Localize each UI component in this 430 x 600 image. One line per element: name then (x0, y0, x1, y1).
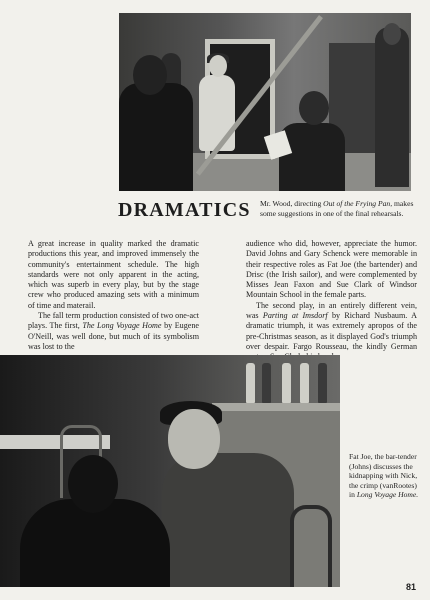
bottle (318, 363, 327, 403)
article-column-left (28, 239, 199, 352)
paragraph-run: by Eugene O'Neill, was well done, but much of its symbolism was lost to the (28, 321, 199, 351)
article-column-right (246, 239, 417, 363)
caption-run: Fat Joe, the bar-tender (Johns) discusses the kidnapping with Nick, the crimp (vanRootes) in (349, 452, 418, 500)
top-photo-caption (260, 199, 416, 218)
caption-run: Mr. Wood, directing (260, 199, 324, 208)
bottle (246, 363, 255, 403)
bottle (300, 363, 309, 403)
page-number: 81 (406, 582, 417, 592)
bar-shelf (212, 403, 340, 411)
director-figure (119, 83, 193, 191)
paragraph-run: Parting at Imsdorf (262, 311, 328, 321)
actor-fat-joe-head (168, 409, 220, 469)
paragraph-run: A great increase in quality marked the dramatic productions this year, and improved immensely the community's entertainment schedule. The high standards were not only apparent in the acting, which was superb in every play, but by the stage crew who produced amazing sets with a minimum of time and materail. (28, 239, 199, 310)
crew-member-head (383, 23, 401, 45)
page-title: DRAMATICS (118, 199, 251, 221)
paragraph-run: The fall term production consisted of two one-act plays. The first, (28, 311, 199, 331)
caption-run: makes some suggestions in one of the final rehearsals. (260, 199, 414, 218)
paragraph-run: by Richard Nusbaum. A dramatic triumph, it was extremely apropos of the pre-Christmas season, as it displayed God's triumph over despair. Fargo Rousseau, the kindly German (246, 311, 417, 351)
bottom-photo-caption (349, 452, 421, 500)
actress-center-head (209, 55, 227, 77)
actress-center (199, 75, 235, 151)
crew-member (375, 27, 409, 187)
article-paragraph (28, 239, 199, 311)
student-head (299, 91, 329, 125)
article-paragraph (246, 239, 417, 301)
paragraph-run: The second play, in an entirely different vein, was (246, 300, 417, 321)
article-paragraph (28, 311, 199, 352)
student-with-script (279, 123, 345, 191)
paragraph-run: The Long Voyage Home (82, 321, 162, 331)
caption-run: Long Voyage Home. (356, 490, 419, 500)
director-head (133, 55, 167, 95)
actor-nick-head (68, 455, 118, 513)
paragraph-run: audience who did, however, appreciate the humor. David Johns and Gary Schenck were memorable in their respective roles as Fat Joe (the bartender) and Drisc (the Irish sailor), and were complemented by Misses Jean Faxon and Sue Clark of Windsor Mountain School in the female parts. (246, 239, 417, 300)
article-paragraph (246, 301, 417, 363)
bottle (262, 363, 271, 403)
caption-run: Out of the Frying Pan, (323, 199, 393, 208)
actor-fat-joe (162, 453, 294, 587)
chair (290, 505, 332, 587)
bar-scene-photo (0, 355, 340, 587)
rehearsal-photo (119, 13, 411, 191)
bottle (282, 363, 291, 403)
